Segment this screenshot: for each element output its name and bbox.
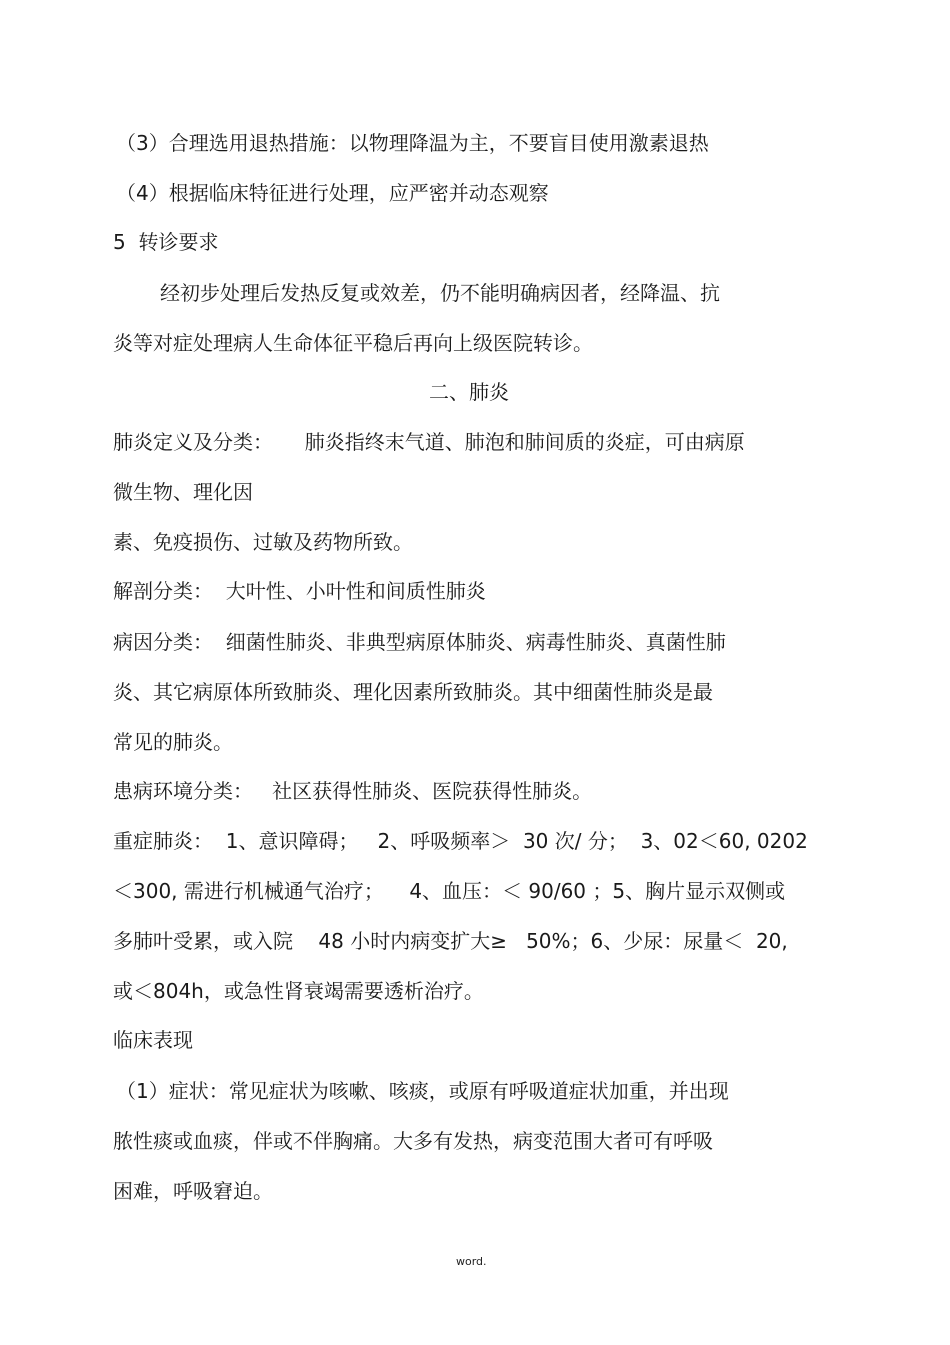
text-line-20: （1）症状：常见症状为咳嗽、咳痰，或原有呼吸道症状加重，并出现 xyxy=(116,1079,729,1103)
text-line-9: 素、免疫损伤、过敏及药物所致。 xyxy=(113,530,413,554)
text-line-11: 病因分类： 细菌性肺炎、非典型病原体肺炎、病毒性肺炎、真菌性肺 xyxy=(113,630,726,654)
text-line-5: 炎等对症处理病人生命体征平稳后再向上级医院转诊。 xyxy=(113,331,593,355)
text-line-13: 常见的肺炎。 xyxy=(113,730,233,754)
text-line-8: 微生物、理化因 xyxy=(113,480,253,504)
text-line-12: 炎、其它病原体所致肺炎、理化因素所致肺炎。其中细菌性肺炎是最 xyxy=(113,680,713,704)
text-line-18: 或＜804h，或急性肾衰竭需要透析治疗。 xyxy=(113,979,484,1003)
text-line-7: 肺炎定义及分类： 肺炎指终末气道、肺泡和肺间质的炎症，可由病原 xyxy=(113,430,745,454)
text-line-2: （4）根据临床特征进行处理，应严密并动态观察 xyxy=(116,181,549,205)
page-footer: word. xyxy=(456,1255,487,1268)
section-heading-referral: 5 转诊要求 xyxy=(113,230,219,254)
text-line-16: ＜300, 需进行机械通气治疗； 4、血压：＜ 90/60 ；5、胸片显示双侧或 xyxy=(113,879,786,903)
text-line-4: 经初步处理后发热反复或效差，仍不能明确病因者，经降温、抗 xyxy=(160,281,720,305)
text-line-21: 脓性痰或血痰，伴或不伴胸痛。大多有发热，病变范围大者可有呼吸 xyxy=(113,1129,713,1153)
text-line-14: 患病环境分类： 社区获得性肺炎、医院获得性肺炎。 xyxy=(113,779,593,803)
text-line-10: 解剖分类： 大叶性、小叶性和间质性肺炎 xyxy=(113,579,486,603)
section-heading-clinical: 临床表现 xyxy=(113,1028,193,1052)
text-line-15: 重症肺炎： 1、意识障碍； 2、呼吸频率＞ 30 次/ 分； 3、02＜60, 0202 xyxy=(113,829,808,853)
text-line-17: 多肺叶受累，或入院 48 小时内病变扩大≥ 50%；6、少尿：尿量＜ 20, xyxy=(113,929,788,953)
text-line-22: 困难，呼吸窘迫。 xyxy=(113,1179,273,1203)
section-title-pneumonia: 二、肺炎 xyxy=(429,380,509,404)
text-line-1: （3）合理选用退热措施：以物理降温为主，不要盲目使用激素退热 xyxy=(116,131,709,155)
